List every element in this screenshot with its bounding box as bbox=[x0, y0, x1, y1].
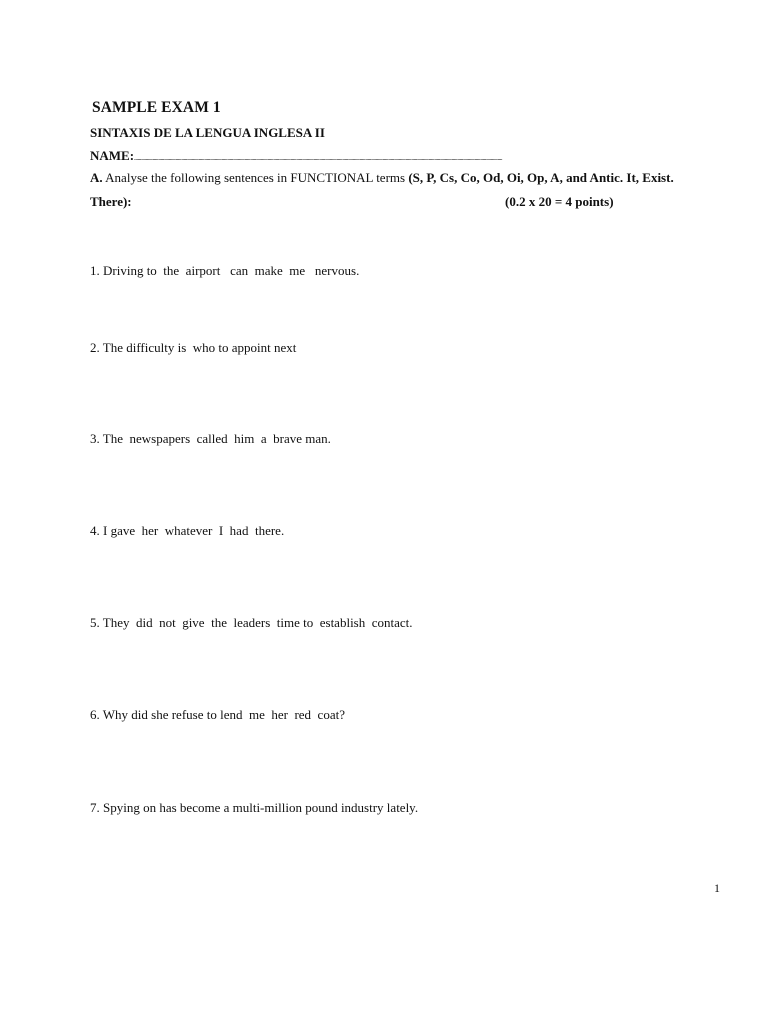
sentence-7: 7. Spying on has become a multi-million pound industry lately. bbox=[90, 800, 419, 815]
instructions-text: Analyse the following sentences in FUNCTIONAL terms bbox=[102, 170, 409, 185]
sentence-2: 2. The difficulty is who to appoint next bbox=[90, 340, 297, 355]
name-field bbox=[90, 148, 502, 164]
sentence-3: 3. The newspapers called him a brave man. bbox=[90, 431, 331, 446]
section-letter: A. bbox=[90, 170, 103, 185]
subject-title: SINTAXIS DE LA LENGUA INGLESA II bbox=[90, 125, 325, 140]
instructions-line-1 bbox=[90, 170, 674, 186]
instructions-terms: (S, P, Cs, Co, Od, Oi, Op, A, and Antic. It, Exist. bbox=[408, 170, 674, 185]
sentence-5: 5. They did not give the leaders time to establish contact. bbox=[90, 615, 413, 630]
sentence-4: 4. I gave her whatever I had there. bbox=[90, 523, 285, 538]
name-label: NAME: bbox=[90, 148, 135, 163]
points-value: (0.2 x 20 = 4 points) bbox=[505, 194, 614, 209]
exam-title: SAMPLE EXAM 1 bbox=[92, 99, 221, 116]
page-number: 1 bbox=[714, 881, 720, 895]
sentence-1: 1. Driving to the airport can make me nervous. bbox=[90, 263, 360, 278]
instructions-terms-continued: There): bbox=[90, 194, 132, 209]
name-blank-dots: ................................................................................................................................................................................................................................................................................................................................ bbox=[134, 154, 503, 162]
sentence-6: 6. Why did she refuse to lend me her red coat? bbox=[90, 707, 345, 722]
